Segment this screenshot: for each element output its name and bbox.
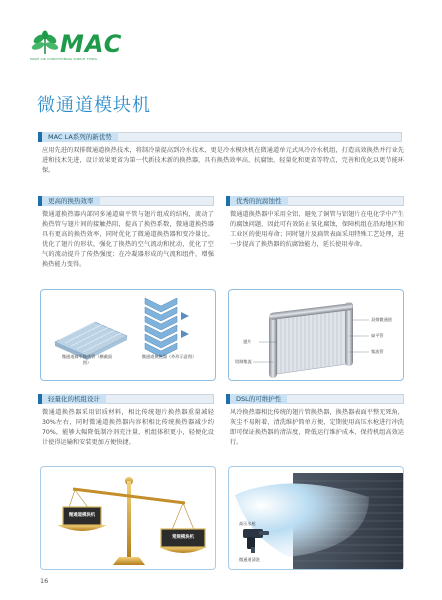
section-header-anti-corrosion	[230, 196, 404, 206]
label-fin: 翅片	[243, 339, 252, 344]
water-gun-spray-illustration	[229, 467, 405, 571]
label-header-pipe: 集流管	[371, 349, 384, 354]
high-efficiency-paragraph: 微通道换热器内部同多通道扁平管与翅片组成的结构，流动了换热管与翅片间的接触热阻，提高了换热系数，微通道换热器具有更高的换热效率，同时优化了微通道换热器和变冷量比、优化了翅片的形状，强化了换热的空气流动和扰动，优化了空气的流动提升了传热强度；在冷凝器形成的气流和组件，增强换热能力变得。	[42, 211, 214, 268]
anti-corrosion-paragraph: 微通道换热器中采用全铝，避免了铜管与铝翅片在电化学中产生的腐蚀问题，因此可有效防止氧化腐蚀，保障机组在沿海地区和工业区的使用寿命；同时翅片及扁管表面采用特殊工艺处理，进一步提高了换热器的抗腐蚀能力，延长使用寿命。	[230, 211, 404, 248]
caption-heat-exchanger: 微通道换热器（外形示意图）	[141, 354, 197, 359]
intro-paragraph: 应用先进的双排微通道换热技术，将制冷量提高到冷水技术，更是冷水模块机在微通道单元式风冷冷水机组，打造高效换热并行业先进和技术先进，设计效果更省为第一代新技术新的换热器，具有换热效率高、抗腐蚀、轻量化和更省等特点，完善和优化以更节能环保。	[42, 147, 404, 174]
section-header-lightweight	[42, 394, 214, 404]
section-title-maintenance: DSL的可维护性	[230, 394, 287, 404]
page-number: 16	[40, 577, 49, 585]
figure-balance-scale	[40, 466, 216, 570]
label-dual-row: 双排微通道	[371, 317, 392, 322]
label-water-gun: 高压水枪	[239, 521, 256, 526]
lightweight-paragraph: 微通道换热器采用铝质材料，相比传统翅片换热器重量减轻30%左右，同时微通道换热器内容积相比传统换热器减少约70%，能够大幅降低制冷剂充注量，机组体积更小，轻便化设计使得运输和安装更加方便快捷。	[42, 409, 214, 446]
mac-logo	[30, 30, 122, 64]
section-header-maintenance	[230, 394, 404, 404]
figure-microchannel-coil	[228, 289, 404, 381]
scale-label-conventional: 常规模块机	[172, 535, 194, 540]
page-title: 微通道模块机	[37, 95, 151, 116]
section-header-intro	[42, 132, 402, 142]
figure-microchannel-tube	[40, 289, 216, 381]
label-microchannel-cleaning: 微通道清洗	[239, 557, 260, 562]
section-header-high-efficiency	[42, 196, 214, 206]
label-aluminum-header: 铝制集流	[235, 359, 252, 364]
leaf-logo-icon	[30, 30, 60, 56]
section-title-intro: MAC LA系列的新优势	[42, 132, 118, 142]
caption-flat-tube: 微通道扁平换热管（横截面图）	[61, 354, 113, 365]
maintenance-paragraph: 风冷换热器相比传统的翅片管换热器，换热器表面平整无死角，灰尘不易附着，清洗维护简单方便，定期使用高压水枪进行冲洗即可保证换热器的清洁度，降低运行维护成本，保持机组高效运行。	[230, 409, 404, 446]
section-title-high-efficiency: 更高的换热效率	[42, 196, 100, 206]
balance-scale-icon	[41, 467, 217, 571]
figure-water-gun-cleaning	[228, 466, 404, 570]
label-flat-tube: 扁平管	[371, 333, 384, 338]
scale-label-microchannel: 微通道模块机	[68, 513, 96, 518]
logo-tagline: MAKE AIR CONDITIONING SIMPLE THING	[30, 57, 98, 61]
logo-wordmark: MAC	[60, 30, 123, 58]
section-title-lightweight: 轻量化的机组设计	[42, 394, 106, 404]
chevron-fin-stack	[145, 298, 189, 357]
section-title-anti-corrosion: 优秀的抗腐蚀性	[230, 196, 288, 206]
